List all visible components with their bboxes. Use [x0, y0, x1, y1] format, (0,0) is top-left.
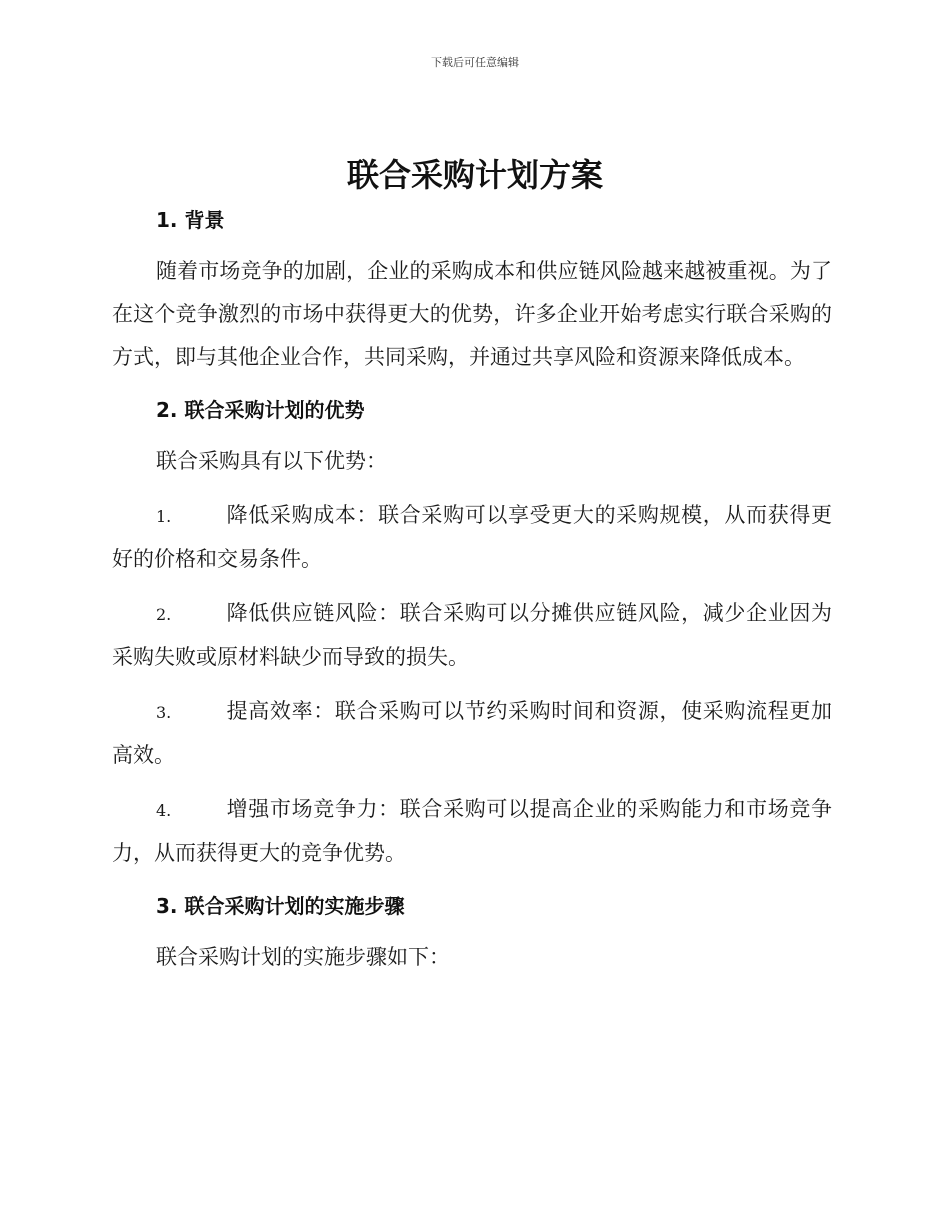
spacer: [112, 581, 832, 592]
spacer: [112, 679, 832, 690]
section-heading-advantages: 2. 联合采购计划的优势: [156, 398, 365, 422]
background-paragraph: 随着市场竞争的加剧，企业的采购成本和供应链风险越来越被重视。为了在这个竞争激烈的市场中获得更大的优势，许多企业开始考虑实行联合采购的方式，即与其他企业合作，共同采购，并通过共享风险和资源来降低成本。: [112, 259, 832, 369]
document-body: [112, 200, 832, 979]
spacer: [112, 483, 832, 494]
list-item-number: 1.: [156, 507, 172, 526]
list-item-text: 增强市场竞争力：联合采购可以提高企业的采购能力和市场竞争力，从而获得更大的竞争优势。: [112, 797, 832, 865]
list-item: [112, 592, 832, 679]
list-item-text: 降低供应链风险：联合采购可以分摊供应链风险，减少企业因为采购失败或原材料缺少而导致的损失。: [112, 601, 832, 669]
advantages-intro: 联合采购具有以下优势：: [156, 449, 387, 473]
spacer: [112, 926, 832, 936]
list-item-text: 降低采购成本：联合采购可以享受更大的采购规模，从而获得更好的价格和交易条件。: [112, 503, 832, 571]
spacer: [112, 430, 832, 440]
list-item-number: 3.: [156, 703, 172, 722]
list-item: [112, 788, 832, 875]
document-title: 联合采购计划方案: [346, 156, 603, 194]
list-item-text: 提高效率：联合采购可以节约采购时间和资源，使采购流程更加高效。: [112, 699, 832, 767]
spacer: [112, 875, 832, 886]
section-heading-steps: 3. 联合采购计划的实施步骤: [156, 894, 405, 918]
steps-intro: 联合采购计划的实施步骤如下：: [156, 945, 450, 969]
spacer: [112, 777, 832, 788]
list-item-number: 2.: [156, 605, 172, 624]
header-note: 下载后可任意编辑: [431, 56, 519, 69]
list-item: [112, 690, 832, 777]
list-item: [112, 494, 832, 581]
list-item-number: 4.: [156, 801, 172, 820]
spacer: [112, 379, 832, 390]
spacer: [112, 240, 832, 250]
section-heading-background: 1. 背景: [156, 208, 225, 232]
